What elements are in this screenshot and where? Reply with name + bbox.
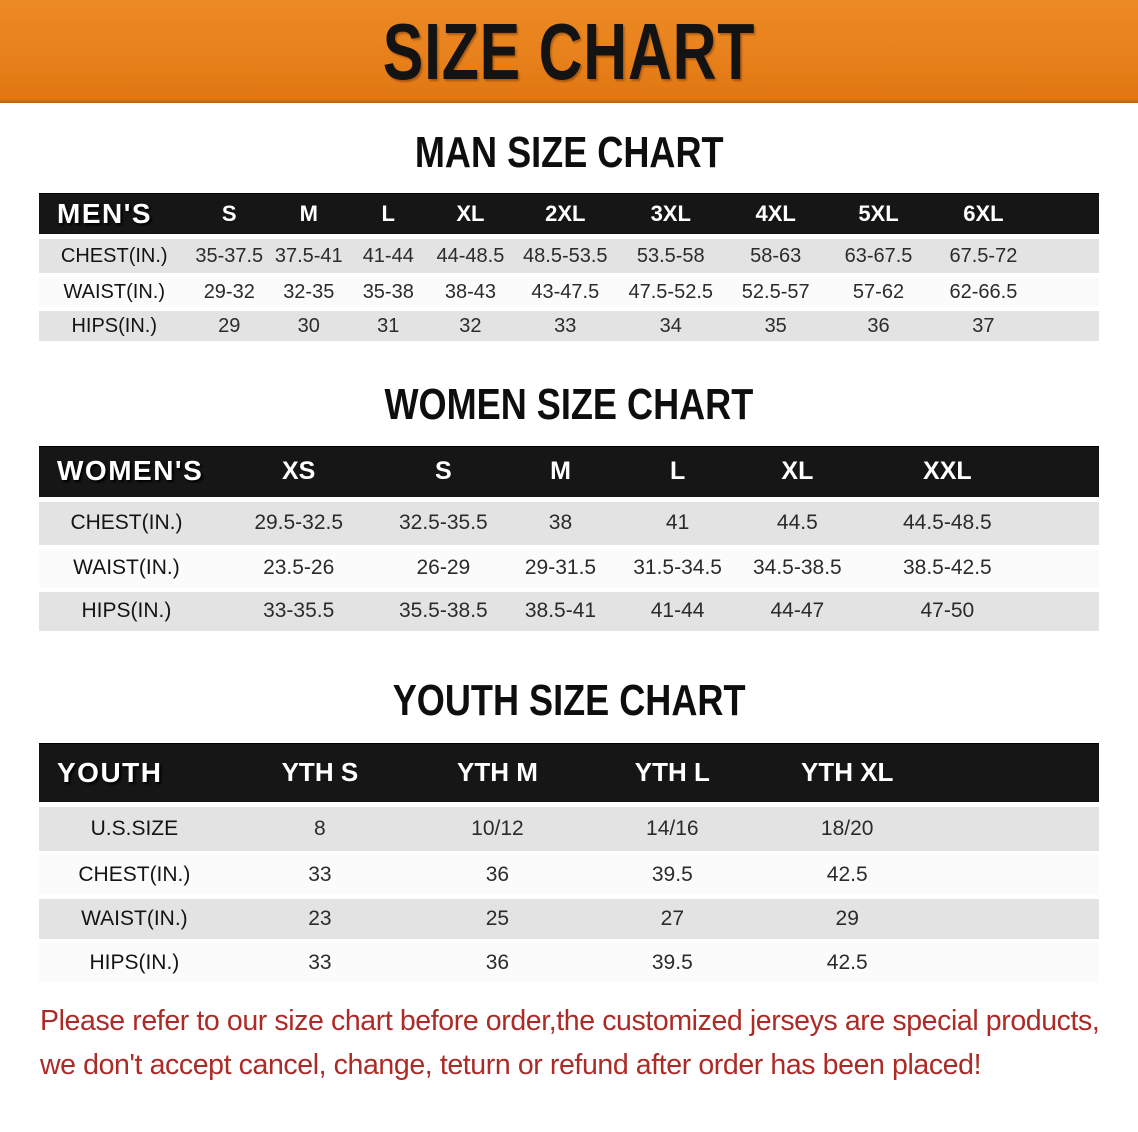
cell-value: 44-47 [737,588,857,631]
table-row [39,588,1099,631]
cell-value: 36 [410,851,585,895]
cell-value: 35.5-38.5 [383,588,503,631]
cell-value: 29 [760,895,935,939]
men-header-label: MEN'S [39,193,190,239]
column-header: S [190,193,270,239]
row-label: CHEST(IN.) [39,239,190,273]
cell-value: 29.5-32.5 [214,502,384,545]
cell-value: 43-47.5 [513,273,618,307]
table-row [39,939,1099,983]
row-label: U.S.SIZE [39,807,230,851]
filler-cell [1037,307,1099,341]
cell-value: 63-67.5 [828,239,930,273]
cell-value: 41-44 [618,588,738,631]
cell-value: 48.5-53.5 [513,239,618,273]
cell-value: 38.5-42.5 [857,545,1037,588]
cell-value: 25 [410,895,585,939]
filler-cell [1037,588,1099,631]
cell-value: 33 [230,939,410,983]
filler-cell [1037,545,1099,588]
cell-value: 47.5-52.5 [618,273,724,307]
section-men [0,103,1138,341]
cell-value: 35 [724,307,828,341]
row-label: CHEST(IN.) [39,851,230,895]
column-header: 3XL [618,193,724,239]
table-row [39,807,1099,851]
cell-value: 42.5 [760,939,935,983]
column-header: L [618,446,738,502]
column-header: XXL [857,446,1037,502]
column-header: XS [214,446,384,502]
row-label: WAIST(IN.) [39,273,190,307]
cell-value: 42.5 [760,851,935,895]
cell-value: 39.5 [585,851,760,895]
cell-value: 35-38 [349,273,429,307]
table-row [39,307,1099,341]
cell-value: 23 [230,895,410,939]
cell-value: 32.5-35.5 [383,502,503,545]
cell-value: 44.5 [737,502,857,545]
men-header-row [39,193,1099,239]
table-row [39,239,1099,273]
youth-header-row [39,743,1099,807]
cell-value: 39.5 [585,939,760,983]
row-label: HIPS(IN.) [39,588,214,631]
men-section-heading: MAN SIZE CHART [414,128,724,177]
row-label: CHEST(IN.) [39,502,214,545]
cell-value: 34 [618,307,724,341]
cell-value: 38 [503,502,617,545]
table-row [39,851,1099,895]
column-header: YTH L [585,743,760,807]
cell-value: 26-29 [383,545,503,588]
cell-value: 62-66.5 [929,273,1037,307]
column-header: L [349,193,429,239]
column-header: XL [428,193,513,239]
cell-value: 47-50 [857,588,1037,631]
page-title: SIZE CHART [382,6,756,96]
youth-size-table [39,743,1099,983]
column-header: M [269,193,349,239]
cell-value: 29-31.5 [503,545,617,588]
cell-value: 29 [190,307,270,341]
disclaimer-line-2: we don't accept cancel, change, teturn or refund after order has been placed! [40,1049,982,1082]
cell-value: 30 [269,307,349,341]
cell-value: 53.5-58 [618,239,724,273]
section-women [0,341,1138,630]
disclaimer-line-1: Please refer to our size chart before order,the customized jerseys are special products, [40,1005,1100,1038]
cell-value: 44.5-48.5 [857,502,1037,545]
cell-value: 37 [929,307,1037,341]
women-header-label: WOMEN'S [39,446,214,502]
filler-cell [935,851,1099,895]
column-header: M [503,446,617,502]
cell-value: 67.5-72 [929,239,1037,273]
cell-value: 44-48.5 [428,239,513,273]
cell-value: 33 [230,851,410,895]
table-row [39,895,1099,939]
row-label: WAIST(IN.) [39,545,214,588]
banner [0,0,1138,103]
column-header: 6XL [929,193,1037,239]
cell-value: 8 [230,807,410,851]
cell-value: 31.5-34.5 [618,545,738,588]
cell-value: 33-35.5 [214,588,384,631]
cell-value: 57-62 [828,273,930,307]
row-label: HIPS(IN.) [39,939,230,983]
youth-section-heading: YOUTH SIZE CHART [392,675,746,725]
column-header: YTH S [230,743,410,807]
filler-cell [1037,273,1099,307]
women-size-table [39,446,1099,631]
section-youth [0,631,1138,983]
cell-value: 41-44 [349,239,429,273]
cell-value: 33 [513,307,618,341]
cell-value: 34.5-38.5 [737,545,857,588]
table-row [39,545,1099,588]
cell-value: 36 [828,307,930,341]
cell-value: 29-32 [190,273,270,307]
column-header: 4XL [724,193,828,239]
cell-value: 18/20 [760,807,935,851]
column-header: YTH XL [760,743,935,807]
filler-cell [935,895,1099,939]
cell-value: 38.5-41 [503,588,617,631]
cell-value: 32-35 [269,273,349,307]
men-size-table [39,193,1099,341]
column-header: 5XL [828,193,930,239]
filler-cell [935,807,1099,851]
cell-value: 38-43 [428,273,513,307]
filler-cell [935,743,1099,807]
column-header: XL [737,446,857,502]
cell-value: 41 [618,502,738,545]
cell-value: 32 [428,307,513,341]
women-section-heading: WOMEN SIZE CHART [384,380,754,430]
filler-cell [1037,193,1099,239]
cell-value: 27 [585,895,760,939]
filler-cell [935,939,1099,983]
disclaimer [40,999,1098,1087]
column-header: S [383,446,503,502]
column-header: YTH M [410,743,585,807]
row-label: WAIST(IN.) [39,895,230,939]
table-row [39,273,1099,307]
filler-cell [1037,502,1099,545]
filler-cell [1037,446,1099,502]
youth-header-label: YOUTH [39,743,230,807]
cell-value: 10/12 [410,807,585,851]
cell-value: 36 [410,939,585,983]
row-label: HIPS(IN.) [39,307,190,341]
column-header: 2XL [513,193,618,239]
cell-value: 14/16 [585,807,760,851]
cell-value: 58-63 [724,239,828,273]
cell-value: 37.5-41 [269,239,349,273]
filler-cell [1037,239,1099,273]
cell-value: 52.5-57 [724,273,828,307]
cell-value: 31 [349,307,429,341]
table-row [39,502,1099,545]
cell-value: 35-37.5 [190,239,270,273]
women-header-row [39,446,1099,502]
cell-value: 23.5-26 [214,545,384,588]
